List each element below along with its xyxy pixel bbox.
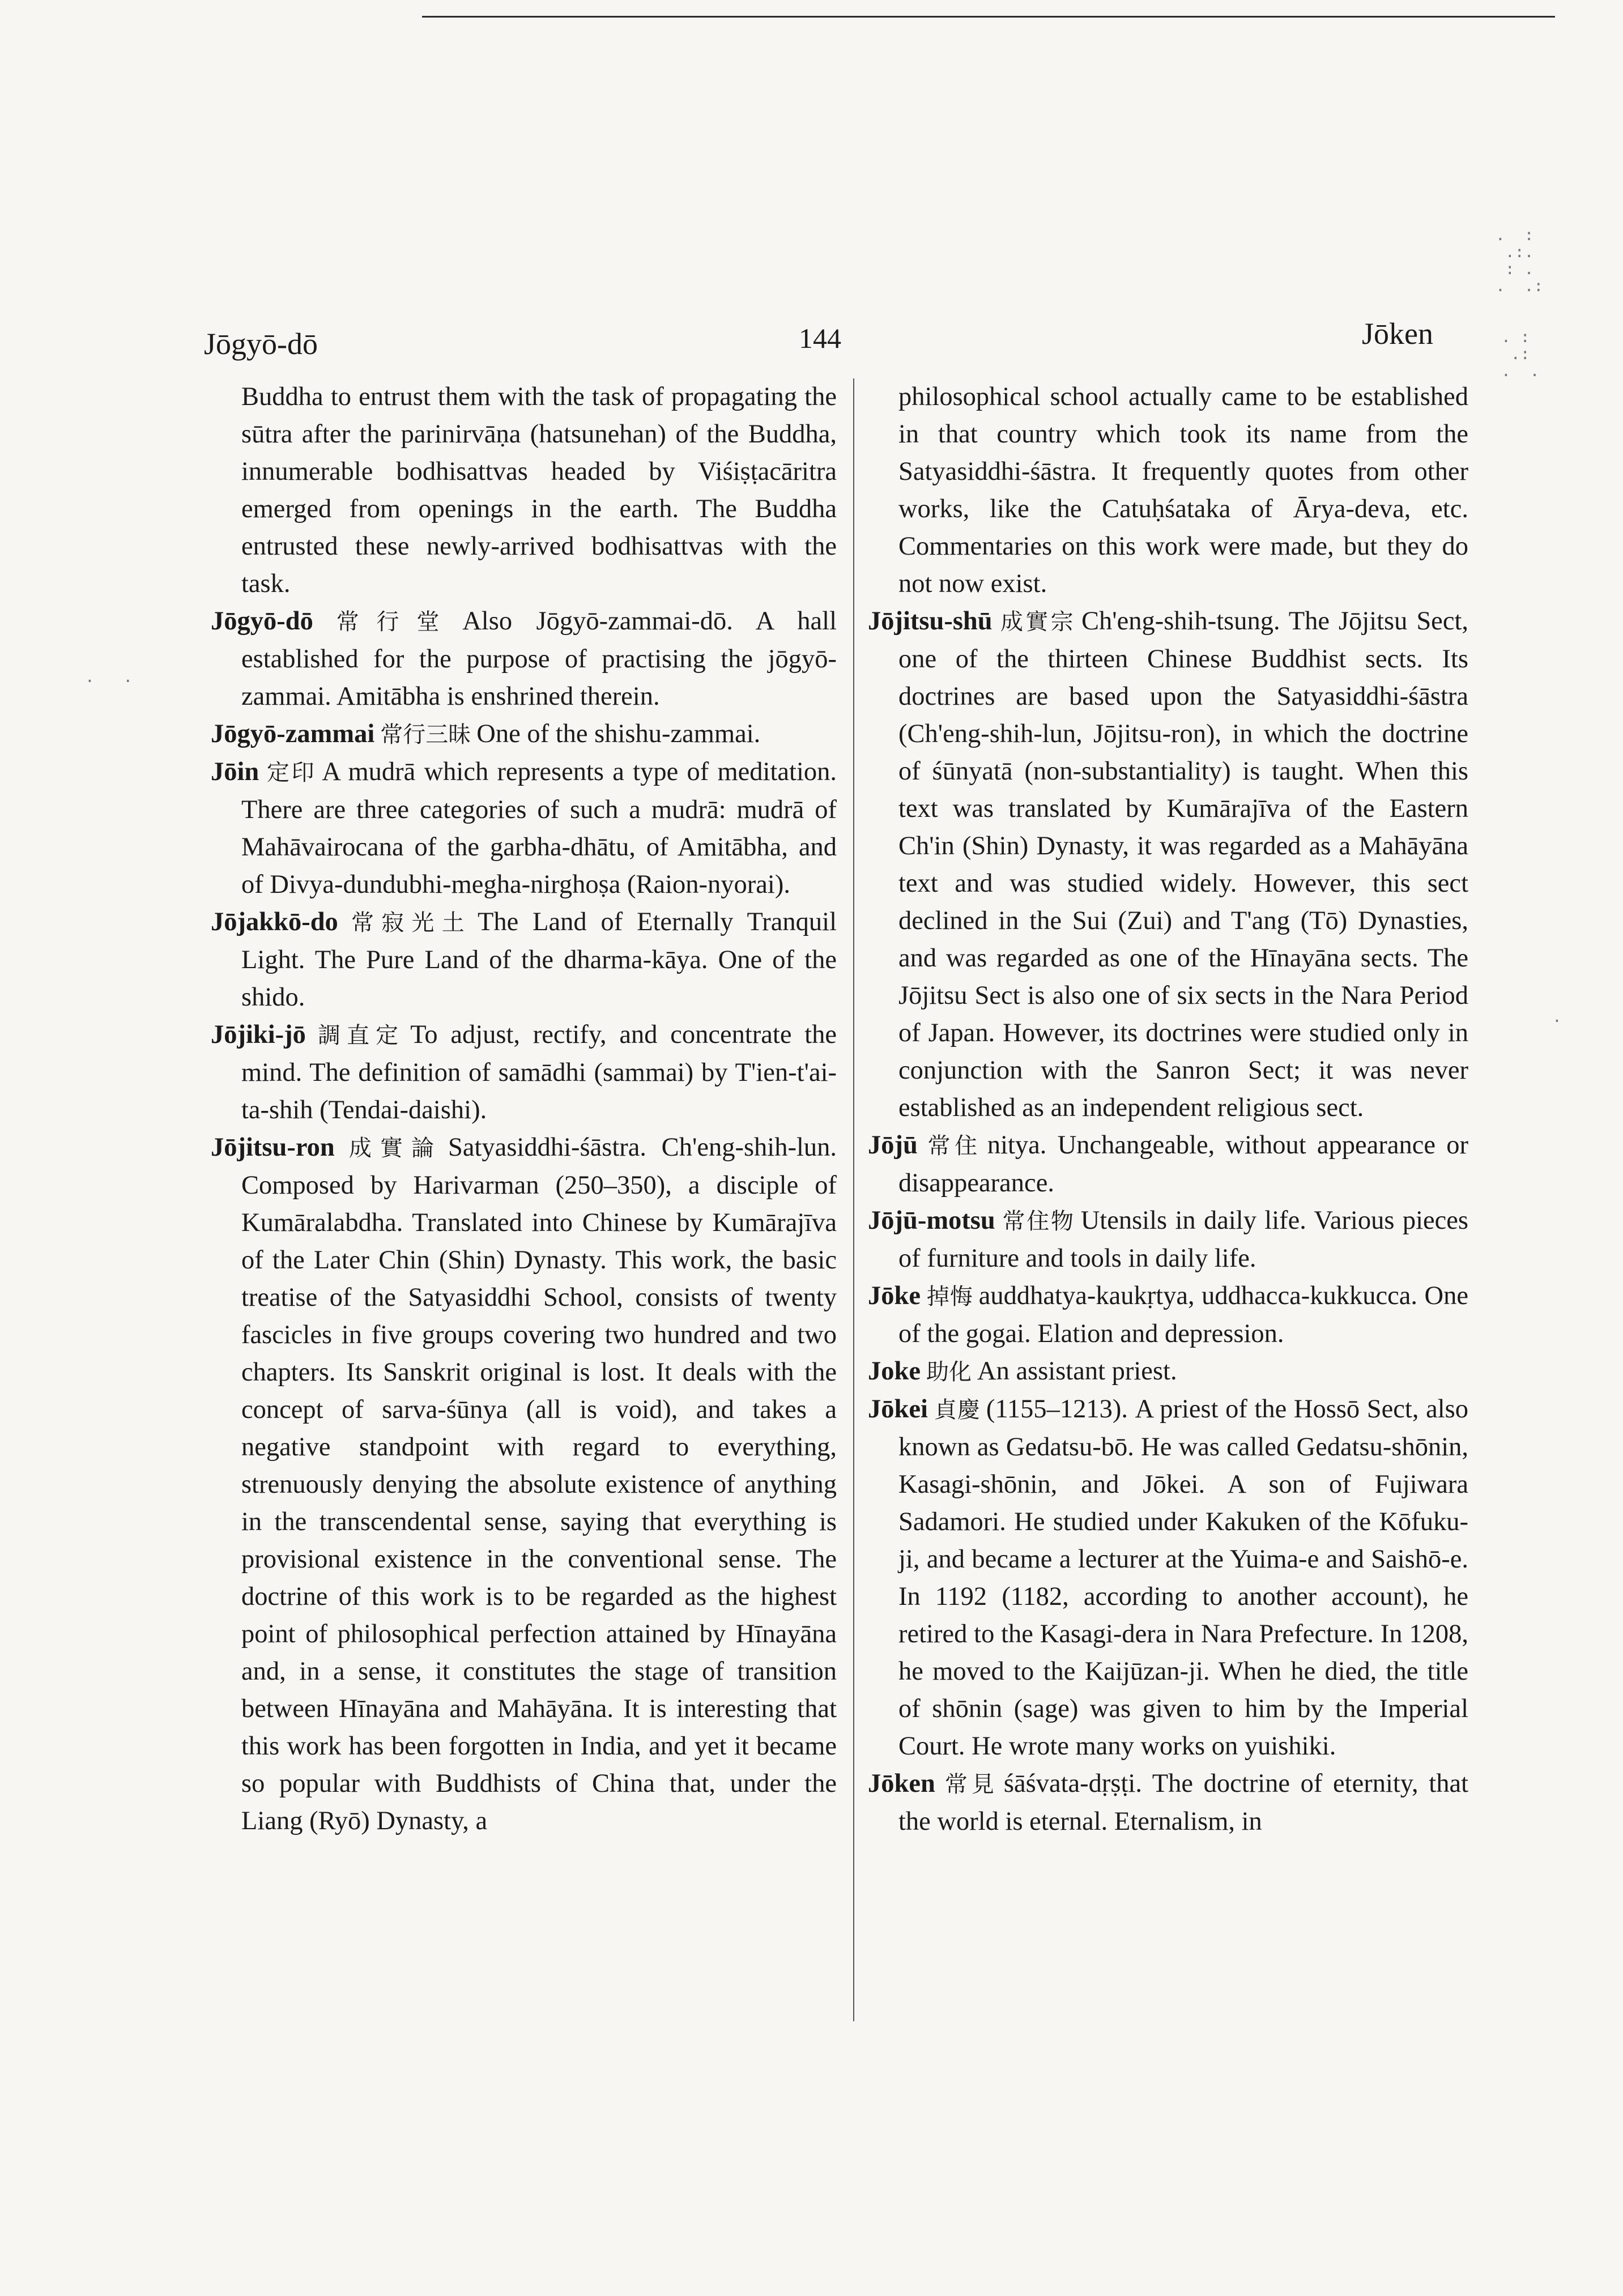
entry-headword: Jōjū: [868, 1131, 918, 1160]
scan-noise: . : .: . .: [1501, 327, 1540, 380]
scan-noise: .: [1552, 1007, 1562, 1026]
top-rule: [422, 16, 1555, 18]
entry-kanji: 助化: [926, 1359, 972, 1385]
entry-text: To adjust, rectify, and concentrate the mind. The definition of samādhi (sammai) by T'ien-t'ai-ta-shih (Tendai-daishi).: [241, 1020, 837, 1124]
entry-kanji: 常住: [923, 1133, 982, 1159]
dictionary-entry: [868, 1127, 1468, 1202]
entry-kanji: 貞慶: [933, 1397, 981, 1423]
entry-kanji: 定印: [265, 760, 317, 786]
entry-headword: Jōjū-motsu: [868, 1206, 995, 1235]
entry-kanji: 常行堂: [318, 609, 457, 635]
entry-text: (1155–1213). A priest of the Hossō Sect, also known as Gedatsu-bō. He was called Gedatsu-shōnin, Kasagi-shōnin, and Jōkei. A son of Fujiwara Sadamori. He studied under Kakuken of the Kōfuku-ji, and became a lecturer at the Yuima-e and Saishō-e. In 1192 (1182, according to another account), he retired to the Kasagi-dera in Nara Prefecture. In 1208, he moved to the Kaijūzan-ji. When he died, the title of shōnin (sage) was given to him by the Imperial Court. He wrote many works on yuishiki.: [898, 1395, 1468, 1761]
page-number: 144: [799, 322, 841, 354]
entry-text: The Land of Eternally Tranquil Light. The Pure Land of the dharma-kāya. One of the shido.: [241, 908, 837, 1012]
page-header: [204, 310, 1433, 361]
entry-kanji: 常見: [940, 1771, 998, 1797]
running-head-left: Jōgyō-dō: [204, 327, 318, 361]
dictionary-entry: [211, 715, 837, 753]
entry-headword: Jōjitsu-ron: [211, 1133, 335, 1162]
entry-text: auddhatya-kaukṛtya, uddhacca-kukkucca. One of the gogai. Elation and depression.: [898, 1281, 1469, 1348]
dictionary-entry: [868, 1277, 1468, 1353]
entry-kanji: 常行三昧: [380, 722, 471, 748]
entry-text: Buddha to entrust them with the task of propagating the sūtra after the parinirvāṇa (hatsunehan) of the Buddha, innumerable bodhisattvas headed by Viśiṣṭacāritra emerged from openings in the earth. The Buddha entrusted these newly-arrived bodhisattvas with the task.: [241, 382, 837, 598]
entry-kanji: 成實宗: [998, 609, 1076, 635]
dictionary-entry: [868, 1391, 1468, 1765]
entry-text: śāśvata-dṛṣṭi. The doctrine of eternity, that the world is eternal. Eternalism, in: [898, 1769, 1469, 1836]
entry-headword: Jōgyō-zammai: [211, 719, 375, 748]
left-column: [211, 378, 837, 1840]
entry-headword: Jōke: [868, 1281, 921, 1310]
entry-text: Satyasiddhi-śāstra. Ch'eng-shih-lun. Composed by Harivarman (250–350), a disciple of Kumāralabdha. Translated into Chinese by Kumārajīva of the Later Chin (Shin) Dynasty. This work, the basic treatise of the Satyasiddhi School, consists of twenty fascicles in five groups covering two hundred and two chapters. Its Sanskrit original is lost. It deals with the concept of sarva-śūnya (all is void), and takes a negative standpoint with regard to everything, strenuously denying the absolute existence of anything in the transcendental sense, saying that everything is provisional existence in the conventional sense. The doctrine of this work is to be regarded as the highest point of philosophical perfection attained by Hīnayāna and, in a sense, it constitutes the stage of transition between Hīnayāna and Mahāyāna. It is interesting that this work has been forgotten in India, and yet it became so popular with Buddhists of China that, under the Liang (Ryō) Dynasty, a: [241, 1133, 837, 1835]
dictionary-entry: [211, 603, 837, 715]
dictionary-entry: [211, 1129, 837, 1840]
entry-headword: Jōkei: [868, 1395, 928, 1424]
entry-text: A mudrā which represents a type of meditation. There are three categories of such a mudrā: mudrā of Mahāvairocana of the garbha-dhātu, of Amitābha, and of Divya-dundubhi-megha-nirghoṣa (Raion-nyorai).: [241, 757, 837, 899]
entry-headword: Jōken: [868, 1769, 935, 1798]
entry-text: One of the shishu-zammai.: [476, 719, 761, 748]
entry-kanji: 成實論: [340, 1135, 443, 1161]
dictionary-entry: [868, 1202, 1468, 1277]
entry-kanji: 常住物: [1000, 1208, 1075, 1234]
dictionary-entry: [868, 1353, 1468, 1391]
scan-noise: . .: [85, 667, 133, 686]
entry-headword: Jōjiki-jō: [211, 1020, 306, 1049]
dictionary-entry: [868, 603, 1468, 1127]
dictionary-entry: [211, 1016, 837, 1129]
right-column: [868, 378, 1468, 1841]
entry-text: Utensils in daily life. Various pieces of furniture and tools in daily life.: [898, 1206, 1469, 1273]
column-divider: [853, 378, 854, 2021]
scan-noise: . : .:. : . . .:: [1496, 225, 1544, 295]
entry-text: philosophical school actually came to be established in that country which took its name from the Satyasiddhi-śāstra. It frequently quotes from other works, like the Catuḥśataka of Ārya-deva, etc. Commentaries on this work were made, but they do not now exist.: [898, 382, 1468, 598]
dictionary-entry: [868, 378, 1468, 603]
entry-headword: Jōgyō-dō: [211, 607, 313, 636]
entry-kanji: 調直定: [311, 1023, 405, 1049]
entry-text: nitya. Unchangeable, without appearance or disappearance.: [898, 1131, 1468, 1198]
entry-headword: Jōin: [211, 757, 259, 786]
entry-kanji: 掉悔: [926, 1284, 973, 1310]
entry-text: Ch'eng-shih-tsung. The Jōjitsu Sect, one of the thirteen Chinese Buddhist sects. Its doctrines are based upon the Satyasiddhi-śāstra (Ch'eng-shih-lun, Jōjitsu-ron), in which the doctrine of śūnyatā (non-substantiality) is taught. When this text was translated by Kumārajīva of the Eastern Ch'in (Shin) Dynasty, it was regarded as a Mahāyāna text and was studied widely. However, this sect declined in the Sui (Zui) and T'ang (Tō) Dynasties, and was regarded as one of the Hīnayāna sects. The Jōjitsu Sect is also one of six sects in the Nara Period of Japan. However, its doctrines were studied only in conjunction with the Sanron Sect; it was never established as an independent religious sect.: [898, 607, 1469, 1122]
running-head-right: Jōken: [1362, 317, 1433, 351]
dictionary-entry: [211, 753, 837, 904]
dictionary-entry: [868, 1765, 1468, 1841]
entry-headword: Joke: [868, 1357, 921, 1386]
entry-headword: Jōjitsu-shū: [868, 607, 992, 636]
entry-kanji: 常寂光土: [343, 910, 472, 936]
entry-text: An assistant priest.: [977, 1357, 1177, 1386]
dictionary-entry: [211, 378, 837, 603]
entry-text: Also Jōgyō-zammai-dō. A hall established for the purpose of practising the jōgyō-zammai. Amitābha is enshrined therein.: [241, 607, 837, 711]
dictionary-entry: [211, 904, 837, 1016]
entry-headword: Jōjakkō-do: [211, 908, 338, 936]
